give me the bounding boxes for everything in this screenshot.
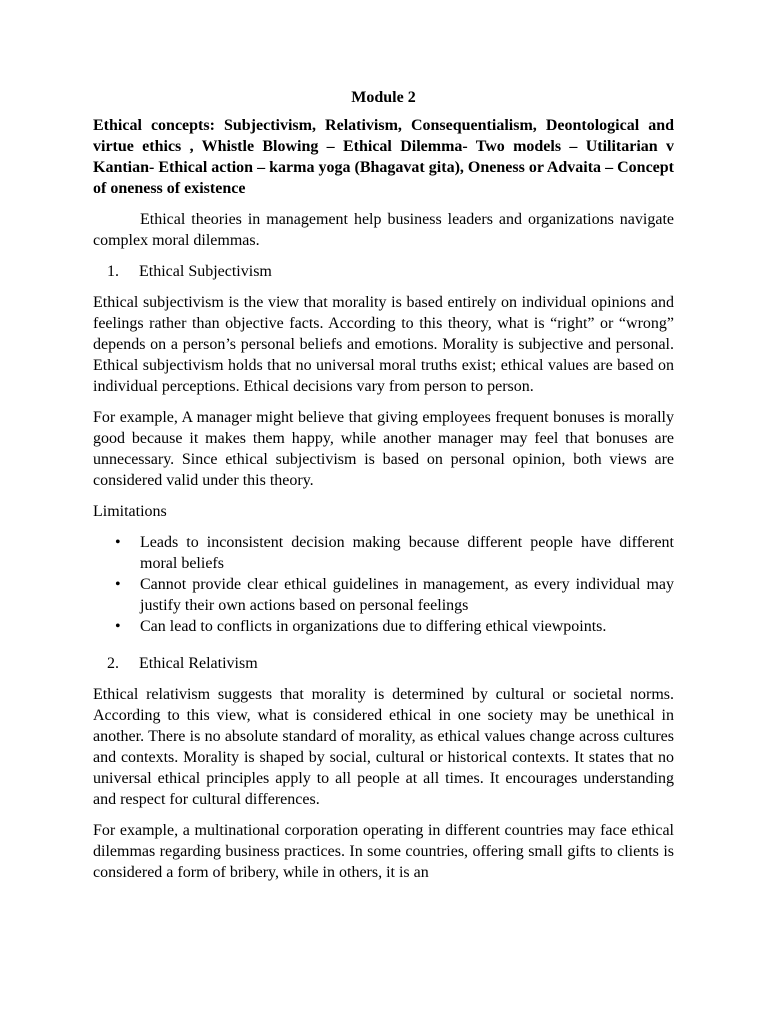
- section-heading-relativism: [93, 653, 674, 674]
- relativism-paragraph-2: For example, a multinational corporation operating in different countries may face ethical dilemmas regarding business practices. In some countries, offering small gifts to clients is considered a form of bribery, while in others, it is an: [93, 822, 674, 881]
- document-title: Module 2: [351, 89, 416, 106]
- section-number: 2.: [107, 655, 119, 672]
- section-number: 1.: [107, 263, 119, 280]
- document-page: [93, 86, 674, 893]
- bullet-icon: •: [115, 576, 121, 593]
- section-heading-subjectivism: [93, 261, 674, 282]
- section-heading-text: Ethical Relativism: [139, 655, 258, 672]
- subjectivism-paragraph-1: Ethical subjectivism is the view that morality is based entirely on individual opinions and feelings rather than objective facts. According to this theory, what is “right” or “wrong” depends on a person’s personal beliefs and emotions. Morality is subjective and personal. Ethical subjectivism holds that no universal moral truths exist; ethical values are based on individual perceptions. Ethical decisions vary from person to person.: [93, 294, 674, 395]
- limitations-list: [93, 532, 674, 637]
- bullet-icon: •: [115, 618, 121, 635]
- document-subtitle: Ethical concepts: Subjectivism, Relativism, Consequentialism, Deontological and virtue ethics , Whistle Blowing – Ethical Dilemma- Two models – Utilitarian v Kantian- Ethical action – karma yoga (Bhagavat gita), Oneness or Advaita – Concept of oneness of existence: [93, 117, 674, 197]
- section-heading-text: Ethical Subjectivism: [139, 263, 272, 280]
- subjectivism-paragraph-2: For example, A manager might believe that giving employees frequent bonuses is morally good because it makes them happy, while another manager may feel that bonuses are unnecessary. Since ethical subjectivism is based on personal opinion, both views are considered valid under this theory.: [93, 409, 674, 489]
- limitations-heading: Limitations: [93, 503, 167, 520]
- list-item-text: Leads to inconsistent decision making because different people have different moral beliefs: [140, 534, 674, 572]
- list-item-text: Can lead to conflicts in organizations due to differing ethical viewpoints.: [140, 618, 607, 635]
- list-item: [93, 532, 674, 574]
- intro-paragraph: Ethical theories in management help business leaders and organizations navigate complex moral dilemmas.: [93, 211, 674, 249]
- relativism-paragraph-1: Ethical relativism suggests that morality is determined by cultural or societal norms. According to this view, what is considered ethical in one society may be unethical in another. There is no absolute standard of morality, as ethical values change across cultures and contexts. Morality is shaped by social, cultural or historical contexts. It states that no universal ethical principles apply to all people at all times. It encourages understanding and respect for cultural differences.: [93, 686, 674, 808]
- bullet-icon: •: [115, 534, 121, 551]
- list-item: [93, 616, 674, 637]
- list-item-text: Cannot provide clear ethical guidelines in management, as every individual may justify their own actions based on personal feelings: [140, 576, 674, 614]
- list-item: [93, 574, 674, 616]
